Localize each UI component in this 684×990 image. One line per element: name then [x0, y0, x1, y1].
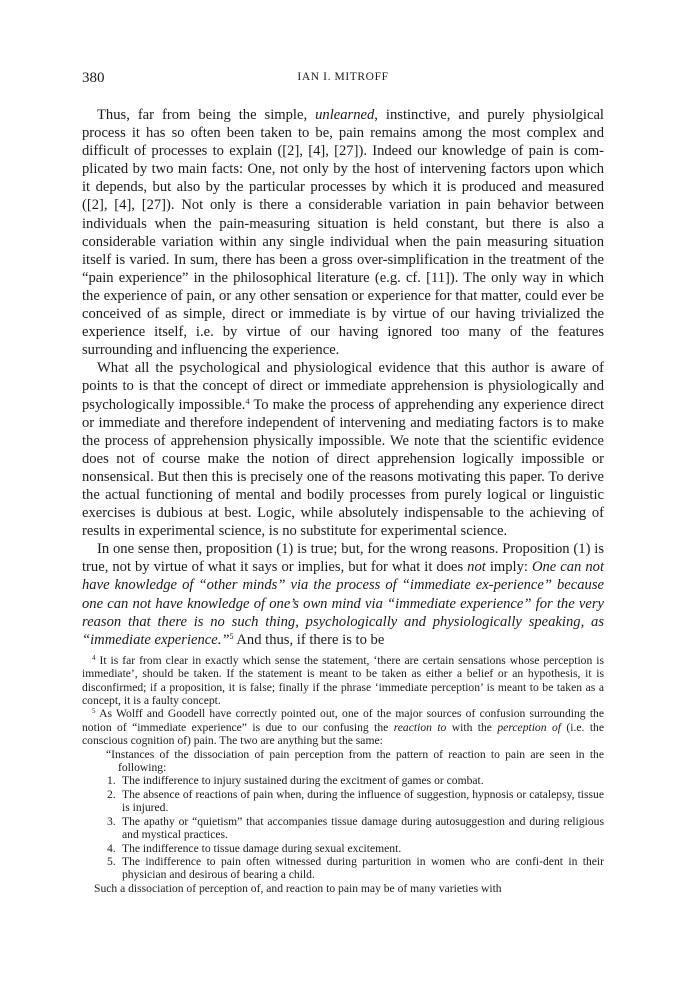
quote-closing: Such a dissociation of perception of, and reaction to pain may be of many varieties with [94, 881, 502, 895]
p3-text-c: imply: [485, 559, 532, 576]
journal-page [82, 70, 604, 895]
list-item [82, 788, 604, 815]
list-item-number: 5. [107, 854, 116, 868]
p1-text-a: Thus, far from being the simple, [97, 107, 316, 123]
paragraph-1 [82, 106, 604, 359]
list-item-text: The apathy or “quietism” that accompanies tissue damage during autosuggestion and during religious and mystical practices. [122, 814, 604, 842]
quote-intro: “Instances of the dissociation of pain perception from the pattern of reaction to pain are seen in the following: [106, 747, 604, 775]
list-item-number: 2. [107, 787, 116, 801]
list-item [82, 842, 604, 855]
body-text [82, 106, 604, 649]
p2-text-b: To make the process of apprehending any experience direct or immediate and therefore independent of intervening and mediating factors is to make the process of apprehension physically impossible. We note that the scientific evidence does not of course make the notion of direct apprehension logically impossible or nonsensical. But then this is precisely one of the reasons motivating this paper. To derive the actual functioning of mental and bodily processes from purely logical or linguistic exercises is dubious at best. Logic, while absolutely indispensable to the achieving of results in experimental science, is no substitute for experimental science. [82, 396, 604, 540]
footnote-5-text-a: As Wolff and Goodell have correctly pointed out, one of the major sources of confusion surrounding the notion of “immediate experience” is due to our confusing the [82, 707, 604, 734]
p3-text-e: And thus, if there is to be [233, 631, 385, 648]
footnote-5-marker: 5 [92, 707, 96, 716]
footnotes [82, 654, 604, 895]
list-item-text: The indifference to pain often witnessed during parturition in women who are confi-dent in their physician and desirous of bearing a child. [122, 854, 604, 882]
dissociation-list [82, 774, 604, 881]
page-number: 380 [82, 70, 105, 86]
list-item-text: The indifference to tissue damage during sexual excitement. [122, 841, 402, 855]
list-item [82, 774, 604, 787]
p1-text-c: , instinctive, and purely physiolgical process it has so often been taken to be, pain remains among the most complex and difficult of processes to explain ([2], [4], [27]). Indeed our knowledge of pain is com-plicated by two main facts: One, not only by the host of intervening factors upon which it depends, but also by the particular processes by which it is produced and measured ([2], [4], [27]). Not only is there a considerable variation in pain behavior between individuals when the pain-measuring situation is held constant, but there is also a considerable variation within any single individual when the pain measuring situation itself is varied. In sum, there has been a gross over-simplification in the treatment of the “pain experience” in the philosophical literature (e.g. cf. [11]). The only way in which the experience of pain, or any other sensation or experience for that matter, could ever be conceived of as simple, direct or immediate is by virtue of our having trivialized the experience itself, i.e. by virtue of our having ignored too many of the features surrounding and influencing the experience. [82, 107, 604, 359]
p3-italic-thesis: One can not have knowledge of “other minds” via the process of “immediate ex-perience” because one can not have knowledge of one’s own mind via “immediate experience” for the very reason that there is no such thing, psychologically and physiologically speaking, as “immediate experience.” [82, 559, 605, 648]
p1-emphasis: unlearned [315, 107, 375, 123]
running-head: IAN I. MITROFF [297, 71, 389, 83]
footnote-4-text: It is far from clear in exactly which sense the statement, ‘there are certain sensations whose perception is immediate’, should be taken. If the statement is meant to be taken as either a belief or an hypothesis, it is disconfirmed; if a proposition, it is false; finally if the phrase ‘immediate perception’ is meant to be taken as a concept, it is a faulty concept. [82, 653, 604, 708]
footnote-5-text-e: (i.e. the conscious cognition of) pain. The two are anything but the same: [82, 720, 604, 748]
list-item-number: 1. [107, 774, 116, 788]
footnote-5-emphasis-reaction: reaction to [393, 720, 447, 734]
page-header [82, 70, 604, 92]
footnote-ref-4: 4 [245, 396, 250, 406]
list-item [82, 855, 604, 882]
paragraph-3 [82, 540, 604, 649]
footnote-4-marker: 4 [92, 653, 96, 662]
footnote-5 [82, 707, 604, 747]
footnote-4 [82, 654, 604, 708]
list-item-text: The indifference to injury sustained during the excitment of games or combat. [122, 774, 484, 788]
list-item-number: 4. [107, 841, 116, 855]
p3-text-a: In one sense then, proposition (1) is true; but, for the wrong reasons. Proposition (1) is true, not by virtue of what it says or implies, but for what it does [82, 541, 604, 576]
footnote-ref-5: 5 [229, 631, 234, 641]
list-item [82, 815, 604, 842]
p2-text-a: What all the psychological and physiological evidence that this author is aware of points to is that the concept of direct or immediate apprehension is physiologically and psychologically impossible. [82, 360, 604, 413]
list-item-number: 3. [107, 814, 116, 828]
p3-emphasis-not: not [467, 559, 486, 576]
paragraph-2 [82, 359, 604, 540]
footnote-5-emphasis-perception: perception of [497, 720, 561, 734]
footnote-5-text-c: with the [446, 720, 498, 734]
list-item-text: The absence of reactions of pain when, during the influence of suggestion, hypnosis or catalepsy, tissue is injured. [122, 787, 604, 815]
